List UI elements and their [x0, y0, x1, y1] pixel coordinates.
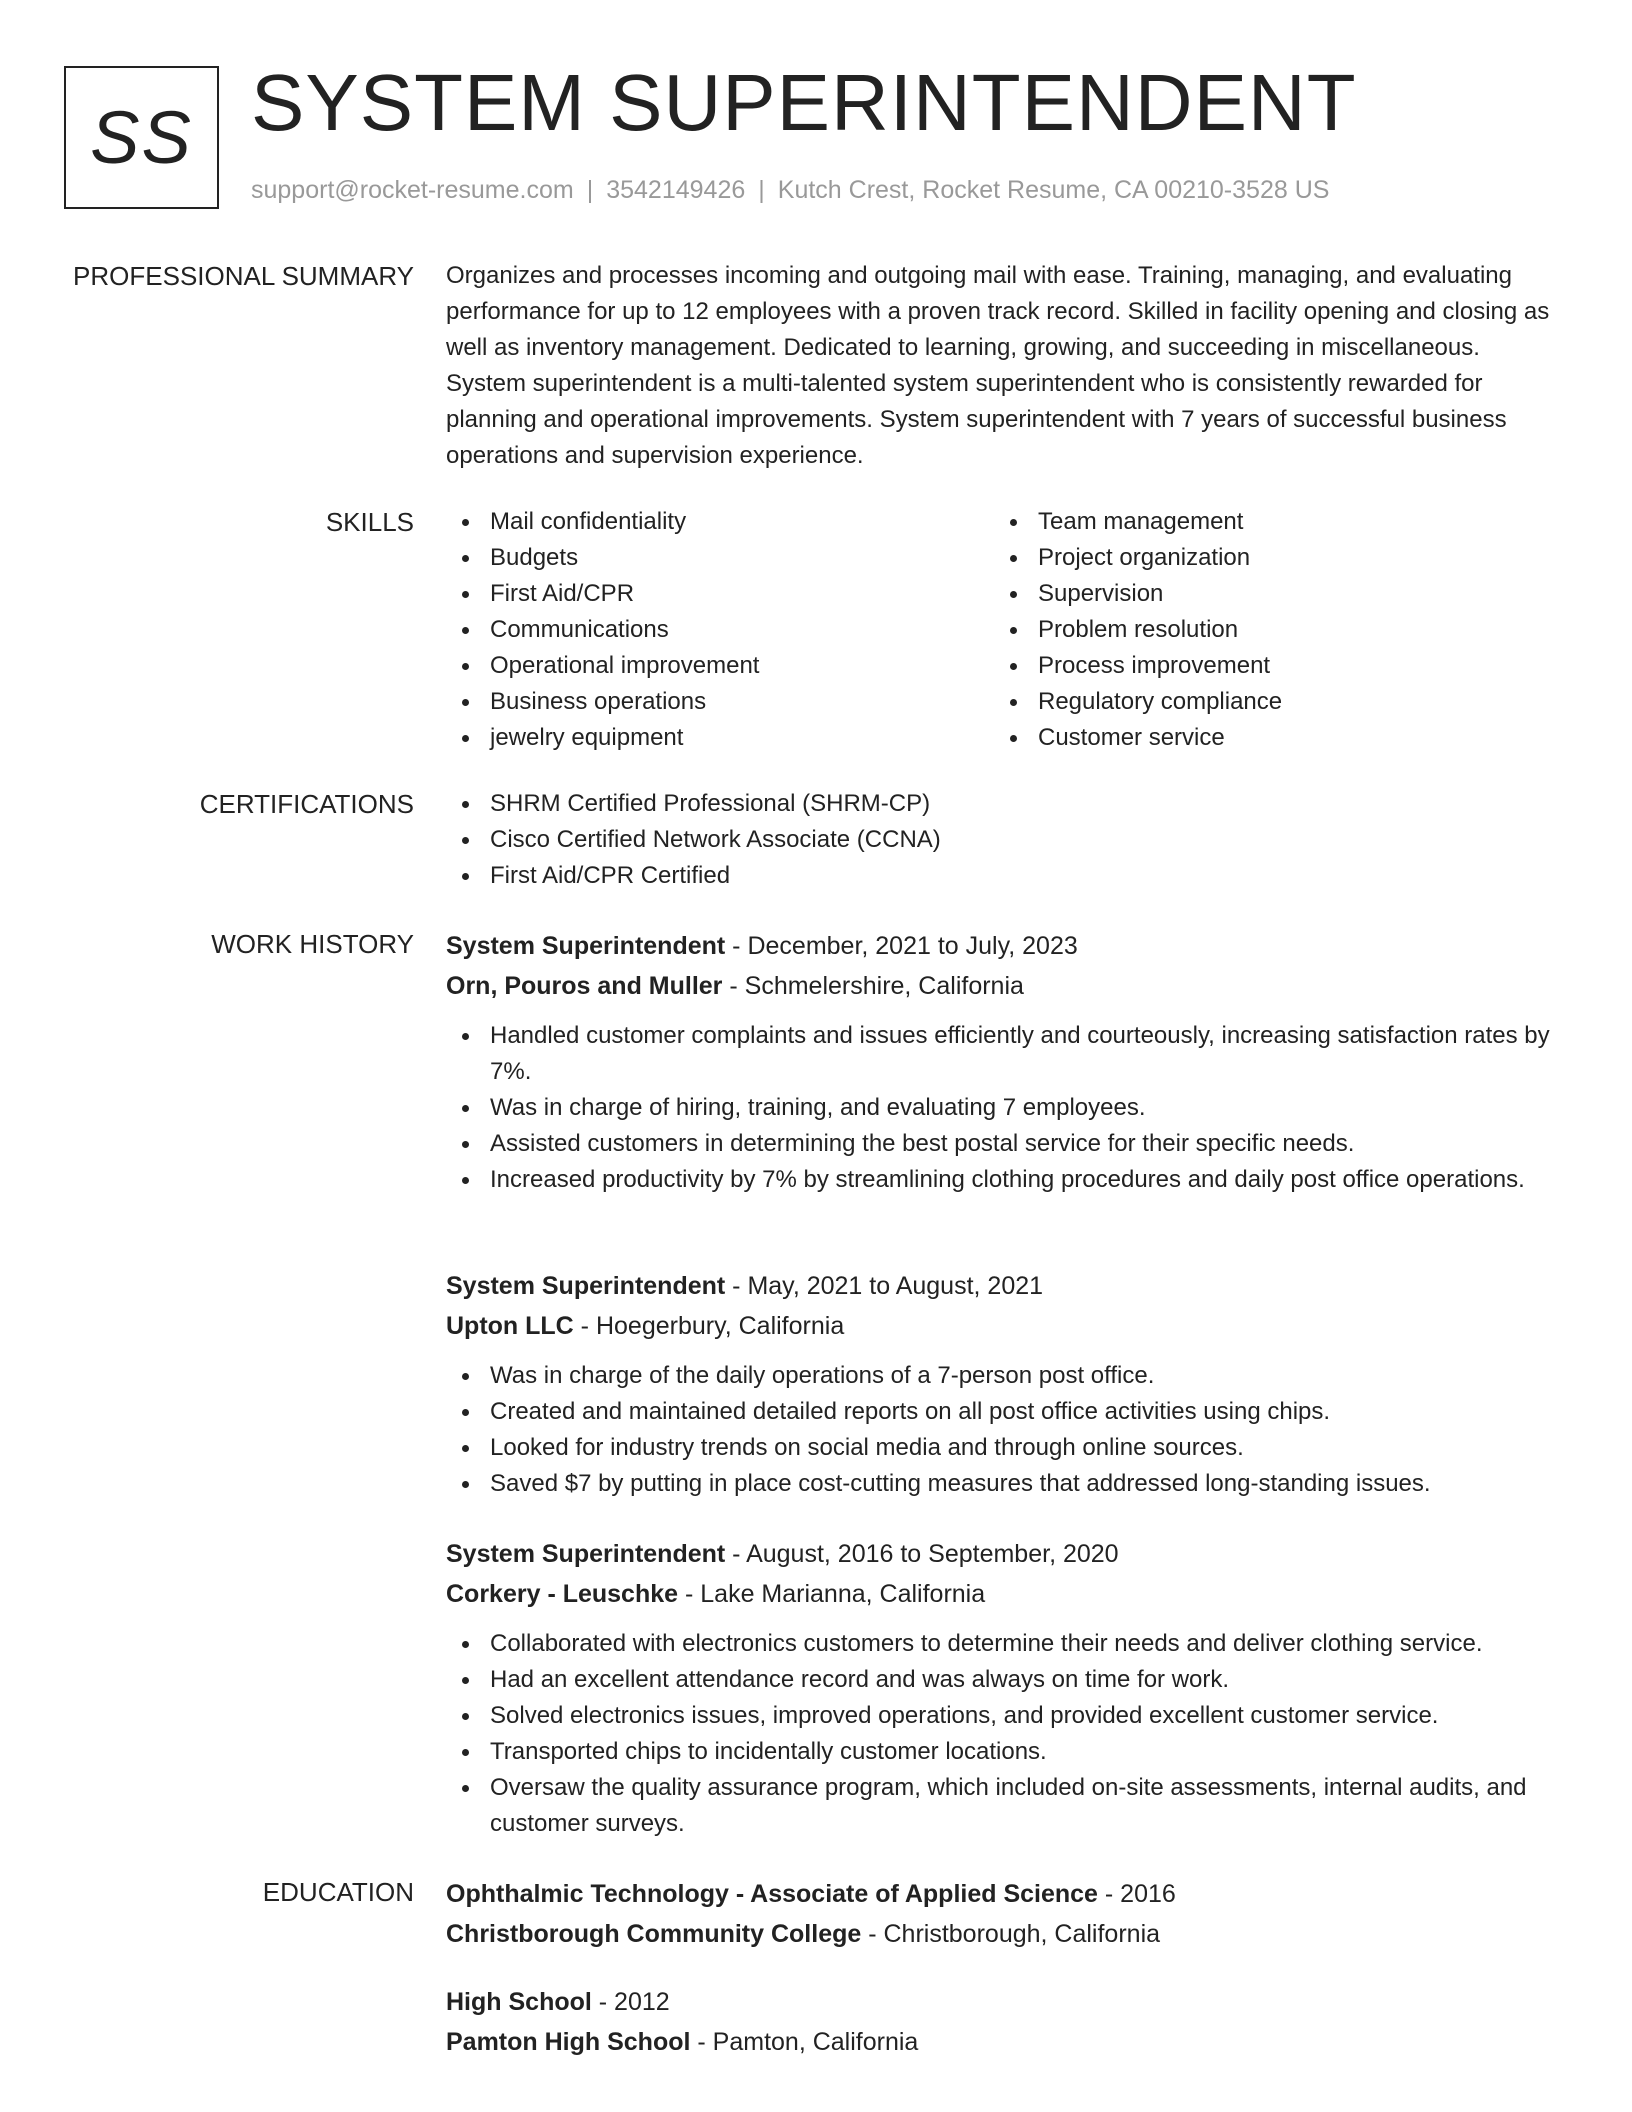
- education-entry: [446, 1982, 1566, 2062]
- skill-item: Team management: [994, 504, 1542, 540]
- section-label-certifications: CERTIFICATIONS: [199, 789, 414, 819]
- contact-line: [251, 174, 1329, 206]
- job-bullet: Looked for industry trends on social media and through online sources.: [446, 1430, 1566, 1466]
- job-title: System Superintendent: [446, 1540, 726, 1568]
- education-school: Pamton High School: [446, 2028, 691, 2056]
- job-title-line: [446, 926, 1566, 966]
- job-entry: [446, 1266, 1566, 1502]
- job-bullet-list: [446, 1358, 1566, 1502]
- job-bullet: Assisted customers in determining the best postal service for their specific needs.: [446, 1126, 1566, 1162]
- job-dates: - December, 2021 to July, 2023: [725, 932, 1078, 960]
- job-bullet: Transported chips to incidentally customer locations.: [446, 1734, 1566, 1770]
- job-title: System Superintendent: [446, 1272, 726, 1300]
- job-company: Orn, Pouros and Muller: [446, 972, 723, 1000]
- job-bullet: Saved $7 by putting in place cost-cutting measures that addressed long-standing issues.: [446, 1466, 1566, 1502]
- certifications-list: [446, 786, 1566, 894]
- certification-item: First Aid/CPR Certified: [446, 858, 1566, 894]
- job-company-line: [446, 966, 1566, 1006]
- education-school-line: [446, 2022, 1566, 2062]
- contact-separator: |: [758, 176, 765, 204]
- job-company-line: [446, 1574, 1566, 1614]
- skill-item: Supervision: [994, 576, 1542, 612]
- skill-item: First Aid/CPR: [446, 576, 994, 612]
- section-label-education: EDUCATION: [262, 1877, 414, 1907]
- education-location: - Pamton, California: [690, 2028, 919, 2056]
- skills-list-left: [446, 504, 994, 756]
- contact-address: Kutch Crest, Rocket Resume, CA 00210-3528 US: [777, 176, 1330, 204]
- education-degree-line: [446, 1874, 1566, 1914]
- contact-separator: |: [586, 176, 594, 204]
- job-company-line: [446, 1306, 1566, 1346]
- job-location: - Schmelershire, California: [722, 972, 1024, 1000]
- education-year: - 2012: [591, 1988, 670, 2016]
- skill-item: Problem resolution: [994, 612, 1542, 648]
- job-title: System Superintendent: [446, 932, 726, 960]
- initials-monogram: SS: [64, 66, 219, 209]
- job-title-line: [446, 1266, 1566, 1306]
- job-bullet: Collaborated with electronics customers to determine their needs and deliver clothing service.: [446, 1626, 1566, 1662]
- job-title-line: [446, 1534, 1566, 1574]
- section-label-work-history: WORK HISTORY: [211, 929, 414, 959]
- job-bullet: Solved electronics issues, improved operations, and provided excellent customer service.: [446, 1698, 1566, 1734]
- education-location: - Christborough, California: [861, 1920, 1161, 1948]
- job-entry: [446, 1534, 1566, 1842]
- skill-item: jewelry equipment: [446, 720, 994, 756]
- certification-item: SHRM Certified Professional (SHRM-CP): [446, 786, 1566, 822]
- skill-item: Project organization: [994, 540, 1542, 576]
- skill-item: Process improvement: [994, 648, 1542, 684]
- job-company: Upton LLC: [446, 1312, 574, 1340]
- skill-item: Business operations: [446, 684, 994, 720]
- education-school: Christborough Community College: [446, 1920, 862, 1948]
- job-bullet: Increased productivity by 7% by streamlining clothing procedures and daily post office operations.: [446, 1162, 1566, 1198]
- job-dates: - May, 2021 to August, 2021: [725, 1272, 1044, 1300]
- job-entry: [446, 926, 1566, 1198]
- job-bullet: Oversaw the quality assurance program, which included on-site assessments, internal audits, and customer surveys.: [446, 1770, 1566, 1842]
- summary-text: Organizes and processes incoming and outgoing mail with ease. Training, managing, and evaluating performance for up to 12 employees with a proven track record. Skilled in facility opening and closing as well as inventory management. Dedicated to learning, growing, and succeeding in miscellaneous. System superintendent is a multi-talented system superintendent who is consistently rewarded for planning and operational improvements. System superintendent with 7 years of successful business operations and supervision experience.: [446, 262, 1550, 469]
- job-bullet: Had an excellent attendance record and was always on time for work.: [446, 1662, 1566, 1698]
- skill-item: Operational improvement: [446, 648, 994, 684]
- education-degree: High School: [446, 1988, 592, 2016]
- education-degree: Ophthalmic Technology - Associate of Applied Science: [446, 1880, 1098, 1908]
- job-bullet-list: [446, 1018, 1566, 1198]
- job-bullet: Created and maintained detailed reports on all post office activities using chips.: [446, 1394, 1566, 1430]
- section-label-skills: SKILLS: [325, 507, 414, 537]
- job-location: - Hoegerbury, California: [573, 1312, 845, 1340]
- education-year: - 2016: [1097, 1880, 1176, 1908]
- skills-list-right: [994, 504, 1542, 756]
- job-company: Corkery - Leuschke: [446, 1580, 679, 1608]
- skill-item: Mail confidentiality: [446, 504, 994, 540]
- job-bullet-list: [446, 1626, 1566, 1842]
- section-label-summary: PROFESSIONAL SUMMARY: [73, 261, 414, 291]
- page-title: SYSTEM SUPERINTENDENT: [251, 58, 1357, 147]
- job-bullet: Was in charge of hiring, training, and evaluating 7 employees.: [446, 1090, 1566, 1126]
- skill-item: Budgets: [446, 540, 994, 576]
- job-bullet: Was in charge of the daily operations of a 7-person post office.: [446, 1358, 1566, 1394]
- job-bullet: Handled customer complaints and issues efficiently and courteously, increasing satisfaction rates by 7%.: [446, 1018, 1566, 1090]
- education-school-line: [446, 1914, 1566, 1954]
- skill-item: Regulatory compliance: [994, 684, 1542, 720]
- skill-item: Communications: [446, 612, 994, 648]
- certification-item: Cisco Certified Network Associate (CCNA): [446, 822, 1566, 858]
- skill-item: Customer service: [994, 720, 1542, 756]
- job-dates: - August, 2016 to September, 2020: [725, 1540, 1119, 1568]
- education-degree-line: [446, 1982, 1566, 2022]
- contact-phone: 3542149426: [606, 176, 746, 204]
- job-location: - Lake Marianna, California: [678, 1580, 986, 1608]
- education-entry: [446, 1874, 1566, 1954]
- contact-email: support@rocket-resume.com: [251, 176, 574, 204]
